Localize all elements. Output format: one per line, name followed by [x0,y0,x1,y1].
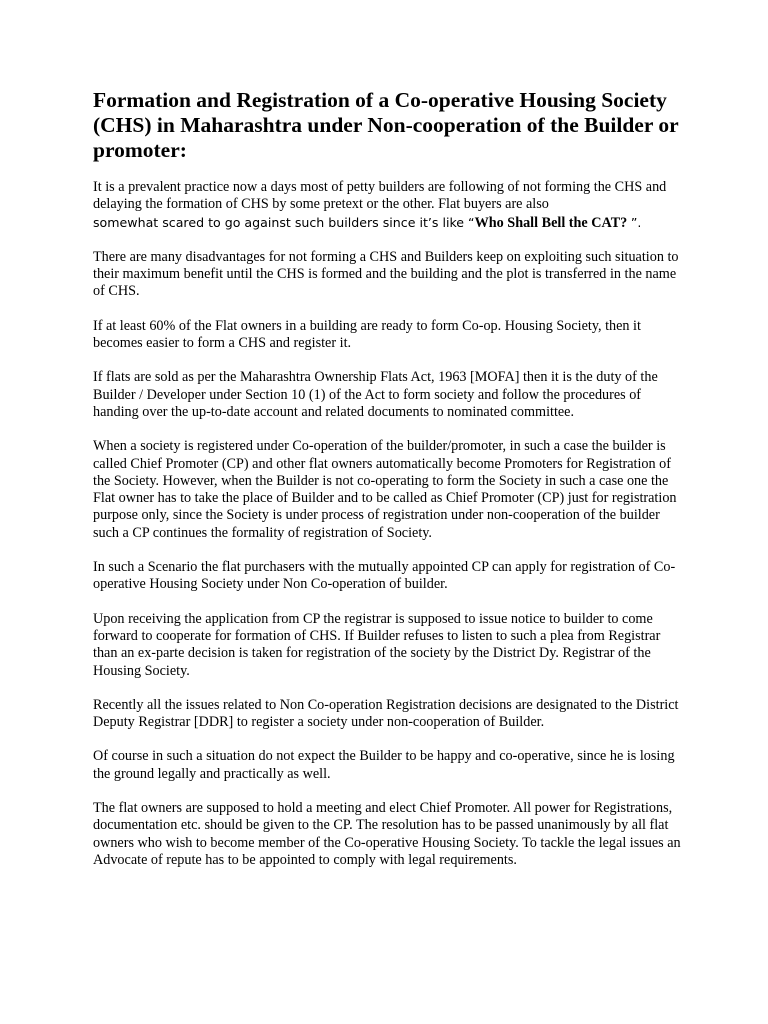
paragraph-5: When a society is registered under Co-operation of the builder/promoter, in such a case the builder is called Chief Promoter (CP) and other flat owners automatically become Promoters for Registration of the Society. However, when the Builder is not co-operating to form the Society in such a case one the Flat owner has to take the place of Builder and to be called as Chief Promoter (CP) just for registration purpose only, since the Society is under process of registration under non-cooperation of the builder such a CP continues the formality of registration of Society. [93,438,677,541]
paragraph-2: There are many disadvantages for not forming a CHS and Builders keep on exploiting such situation to their maximum benefit until the CHS is formed and the building and the plot is transferred in the name of CHS. [93,248,679,300]
paragraph-1-end: ”. [630,214,642,230]
paragraph-1-quote: Who Shall Bell the CAT? [474,214,631,231]
paragraph-7: Upon receiving the application from CP the registrar is supposed to issue notice to builder to come forward to cooperate for formation of CHS. If Builder refuses to listen to such a plea from Registrar than an ex-parte decision is taken for registration of the society by the District Dy. Registrar of the Housing Society. [93,610,661,679]
paragraph-1 [93,179,683,232]
paragraph-3: If at least 60% of the Flat owners in a building are ready to form Co-op. Housing Society, then it becomes easier to form a CHS and register it. [93,317,641,352]
paragraph-9: Of course in such a situation do not expect the Builder to be happy and co-operative, since he is losing the ground legally and practically as well. [93,748,675,782]
document-title: Formation and Registration of a Co-operative Housing Society (CHS) in Maharashtra under Non-cooperation of the Builder or promoter: [93,88,679,162]
paragraph-8: Recently all the issues related to Non Co-operation Registration decisions are designated to the District Deputy Registrar [DDR] to register a society under non-cooperation of Builder. [93,696,679,731]
paragraph-1-continuation: somewhat scared to go against such builders since it’s like “ [93,214,475,230]
document-body [93,179,683,886]
paragraph-6: In such a Scenario the flat purchasers with the mutually appointed CP can apply for registration of Co-operative Housing Society under Non Co-operation of builder. [93,559,676,593]
paragraph-4: If flats are sold as per the Maharashtra Ownership Flats Act, 1963 [MOFA] then it is the duty of the Builder / Developer under Section 10 (1) of the Act to form society and follow the procedures of handing over the up-to-date account and related documents to nominated committee. [93,369,658,420]
paragraph-1-text: It is a prevalent practice now a days most of petty builders are following of not forming the CHS and delaying the formation of CHS by some pretext or the other. Flat buyers are also [93,179,667,213]
paragraph-10: The flat owners are supposed to hold a meeting and elect Chief Promoter. All power for Registrations, documentation etc. should be given to the CP. The resolution has to be passed unanimously by all flat owners who wish to become member of the Co-operative Housing Society. To tackle the legal issues an Advocate of repute has to be appointed to comply with legal requirements. [93,800,681,868]
